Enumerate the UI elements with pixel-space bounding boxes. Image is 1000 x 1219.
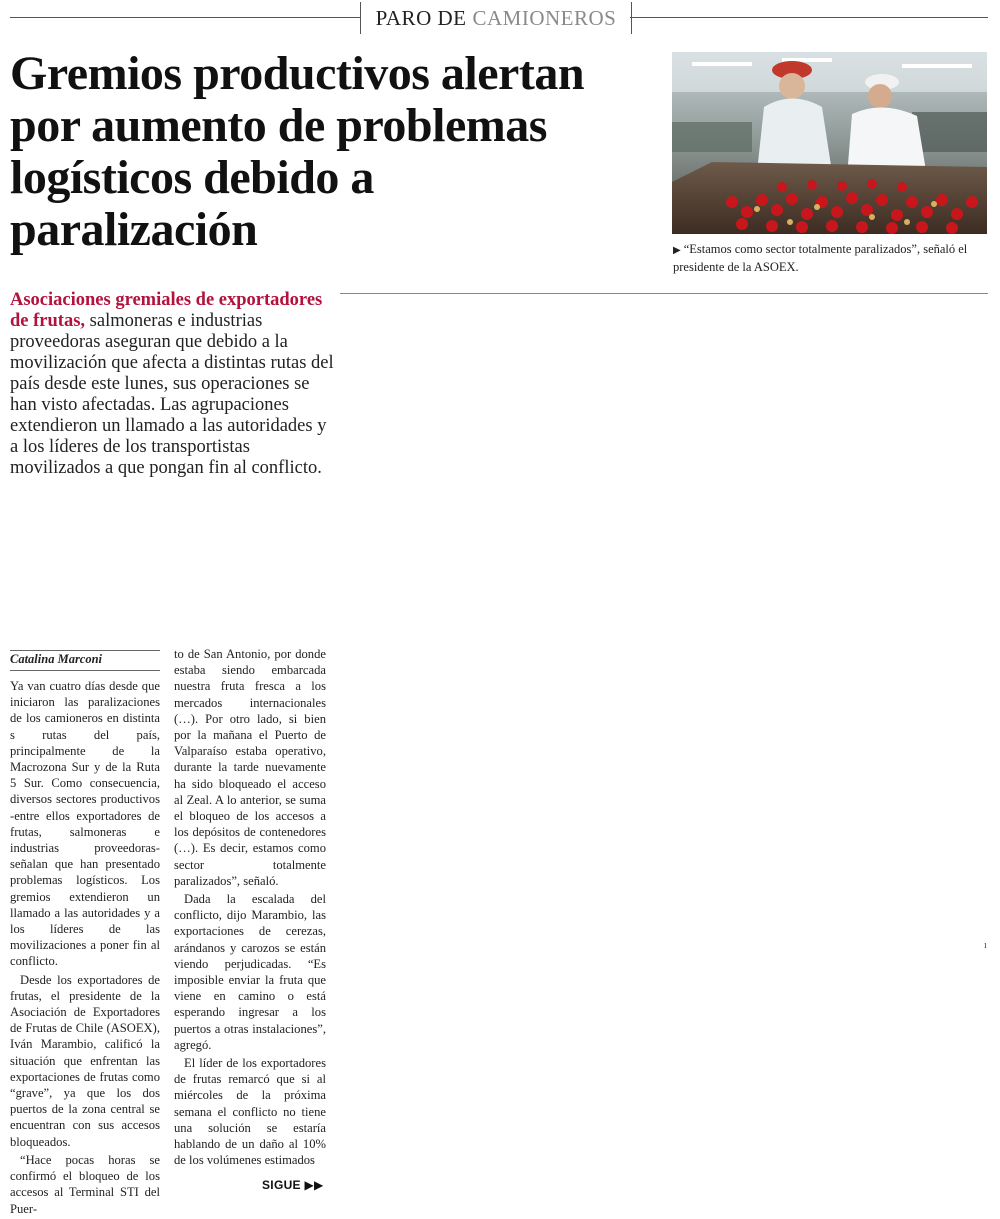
- byline: Catalina Marconi: [10, 652, 103, 666]
- header-rule-left: [10, 17, 360, 18]
- body-column-2: [174, 646, 326, 1171]
- body-paragraph: El líder de los exportadores de frutas remarcó que si al miércoles de la próxima semana el conflicto no tiene una solución se estaría hablando de un daño al 10% de los volúmenes estimados: [174, 1056, 326, 1168]
- body-column-1: [10, 678, 160, 1219]
- body-paragraph: to de San Antonio, por donde estaba siendo embarcada nuestra fruta fresca a los mercados internacionales (…). Por otro lado, si bien por la mañana el Puerto de Valparaíso estaba operativo, durante la tarde nuevamente ha sido bloqueado el acceso al Zeal. A lo anterior, se suma el bloqueo de los accesos a los depósitos de contenedores (…). Es decir, estamos como sector totalmente paralizados”, señaló.: [174, 647, 326, 888]
- body-paragraph: Ya van cuatro días desde que iniciaron las paralizaciones de los camioneros en distinta s rutas del país, principalmente de la Macrozona Sur y de la Ruta 5 Sur. Como consecuencia, diversos sectores productivos -entre ellos exportadores de frutas, salmoneras e industrias proveedoras- señalan que han presentado problemas logísticos. Los gremios extendieron un llamado a las autoridades y a los líderes de las movilizaciones a poner fin al conflicto.: [10, 679, 160, 969]
- section-kicker-part1: PARO DE: [375, 5, 467, 30]
- photo-caption: [673, 241, 991, 276]
- cherry-sorting-photo: [672, 52, 987, 234]
- body-paragraph: Desde los exportadores de frutas, el presidente de la Asociación de Exportadores de Frutas de Chile (ASOEX), Iván Marambio, calificó la situación que enfrentan las exportaciones de frutas como “grave”, ya que los dos puertos de la zona central se encuentran con sus accesos bloqueados.: [10, 972, 160, 1149]
- body-paragraph: “Hace pocas horas se confirmó el bloqueo de los accesos al Terminal STI del Puer-: [10, 1152, 160, 1216]
- headline: Gremios productivos alertan por aumento de problemas logísticos debido a paralización: [10, 47, 585, 256]
- header-rule-right: [630, 17, 988, 18]
- caption-marker-icon: ▶: [673, 245, 681, 256]
- stray-mark: ı: [984, 940, 987, 951]
- section-kicker-part2: CAMIONEROS: [472, 5, 617, 30]
- lead-text: salmoneras e industrias proveedoras aseguran que debido a la movilización que afecta a distintas rutas del país desde este lunes, sus operaciones se han visto afectadas. Las agrupaciones extendieron un llamado a las autoridades y a los líderes de los transportistas movilizados a que pongan fin al conflicto.: [10, 311, 334, 478]
- article-photo: [672, 52, 987, 234]
- lead-highlight: Asociaciones gremiales de exportadores de frutas,: [10, 290, 323, 331]
- section-kicker: [360, 2, 632, 34]
- continue-link[interactable]: SIGUE ▶▶: [262, 1178, 324, 1192]
- lead-paragraph: [10, 290, 335, 479]
- caption-text: “Estamos como sector totalmente paralizados”, señaló el presidente de la ASOEX.: [673, 242, 968, 274]
- lead-divider: [340, 293, 988, 294]
- byline-rule-bottom: [10, 670, 160, 671]
- body-paragraph: Dada la escalada del conflicto, dijo Marambio, las exportaciones de cerezas, arándanos y carozos se están viendo perjudicadas. “Es imposible enviar la fruta que viene en camino o está esperando ingresar a los puertos a otras instalaciones”, agregó.: [174, 892, 326, 1052]
- byline-rule-top: [10, 650, 160, 651]
